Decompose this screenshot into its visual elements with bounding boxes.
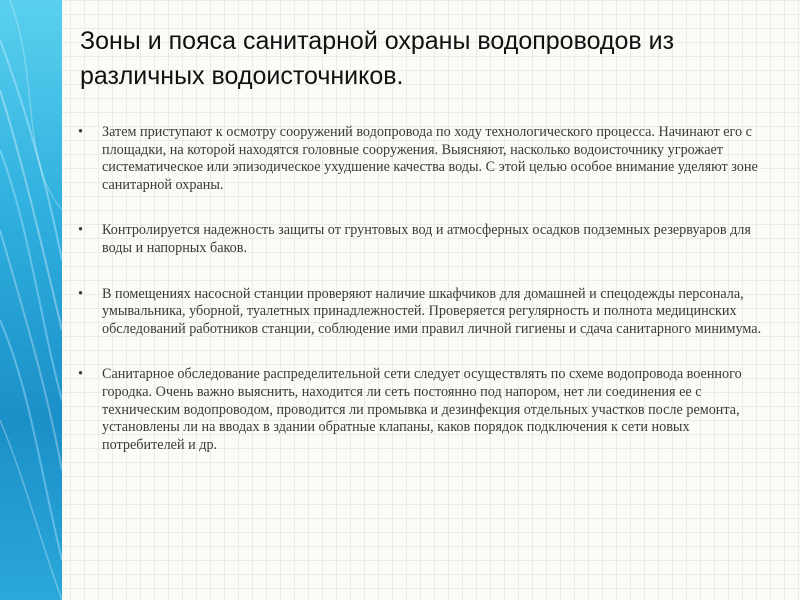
bullet-item bbox=[78, 124, 768, 194]
bullet-list bbox=[78, 124, 768, 482]
bullet-item bbox=[78, 222, 768, 257]
bullet-marker: • bbox=[78, 366, 83, 383]
bullet-item bbox=[78, 286, 768, 339]
bullet-text: В помещениях насосной станции проверяют наличие шкафчиков для домашней и спецодежды персонала, умывальника, уборной, туалетных принадлежностей. Проверяется регулярность и полнота медицинских обследований работников станции, соблюдение ими правил личной гигиены и сдача санитарного минимума. bbox=[102, 285, 762, 337]
bullet-marker: • bbox=[78, 124, 83, 140]
wave-pattern-graphic bbox=[0, 0, 62, 600]
bullet-item bbox=[78, 366, 768, 454]
decorative-side-band bbox=[0, 0, 62, 600]
bullet-text: Контролируется надежность защиты от грунтовых вод и атмосферных осадков подземных резервуаров для воды и напорных баков. bbox=[102, 222, 751, 256]
bullet-marker: • bbox=[78, 222, 83, 239]
bullet-marker: • bbox=[78, 285, 83, 302]
slide-title: Зоны и пояса санитарной охраны водопроводов из различных водоисточников. bbox=[80, 27, 675, 90]
bullet-text: Затем приступают к осмотру сооружений водопровода по ходу технологического процесса. Начинают его с площадки, на которой находятся головные сооружения. Выясняют, насколько водоисточнику угрожает систематическое или эпизодическое ухудшение качества воды. С этой целью особое внимание уделяют зоне санитарной охраны. bbox=[102, 124, 758, 193]
bullet-text: Санитарное обследование распределительной сети следует осуществлять по схеме водопровода военного городка. Очень важно выяснить, находится ли сеть постоянно под напором, нет ли соединения ее с техническим водопроводом, проводится ли промывка и дезинфекция отдельных участков после ремонта, установлены ли на вводах в здании обратные клапаны, каков порядок подключения к сети новых потребителей и др. bbox=[102, 366, 742, 453]
